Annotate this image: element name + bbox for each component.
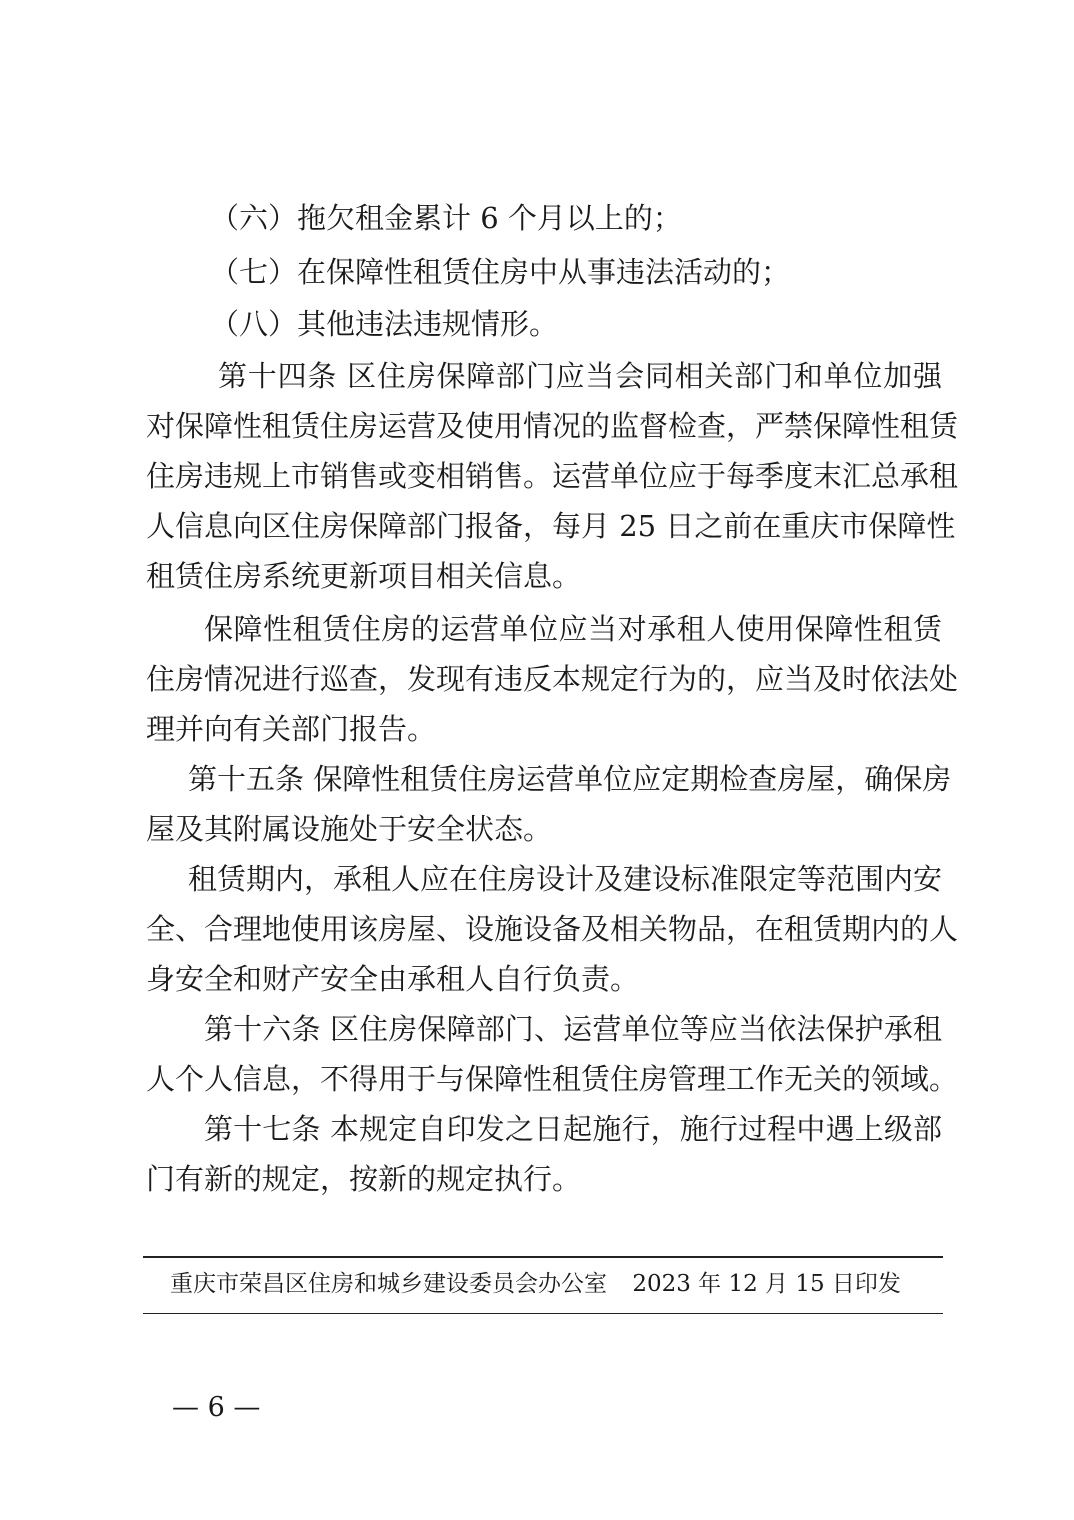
footer-imprint [170, 1262, 932, 1306]
footer-bottom-rule [143, 1313, 943, 1314]
article-16-line-1: 第十六条 区住房保障部门、运营单位等应当依法保护承租 [204, 1012, 942, 1046]
article-17-line-2: 门有新的规定，按新的规定执行。 [146, 1162, 582, 1196]
inspection-paragraph-line-1: 保障性租赁住房的运营单位应当对承租人使用保障性租赁 [204, 612, 942, 646]
footer-issuer: 重庆市荣昌区住房和城乡建设委员会办公室 [170, 1271, 607, 1297]
article-14-line-2: 对保障性租赁住房运营及使用情况的监督检查，严禁保障性租赁 [146, 409, 959, 443]
footer-top-rule [143, 1256, 943, 1258]
page-number: — 6 — [172, 1392, 261, 1423]
inspection-paragraph-line-3: 理并向有关部门报告。 [146, 712, 437, 746]
clause-8-line: （八）其他违法违规情形。 [210, 307, 559, 341]
article-15-line-2: 屋及其附属设施处于安全状态。 [146, 812, 553, 846]
clause-7-line: （七）在保障性租赁住房中从事违法活动的； [210, 255, 791, 289]
article-14-line-5: 租赁住房系统更新项目相关信息。 [146, 559, 582, 593]
article-14-line-3: 住房违规上市销售或变相销售。运营单位应于每季度末汇总承租 [146, 459, 959, 493]
article-14-line-1: 第十四条 区住房保障部门应当会同相关部门和单位加强 [218, 359, 942, 393]
lease-period-line-2: 全、合理地使用该房屋、设施设备及相关物品，在租赁期内的人 [146, 912, 959, 946]
clause-6-line: （六）拖欠租金累计 6 个月以上的； [210, 201, 682, 235]
footer-date: 2023 年 12 月 15 日印发 [632, 1271, 901, 1297]
article-14-line-4: 人信息向区住房保障部门报备，每月 25 日之前在重庆市保障性 [146, 509, 956, 543]
lease-period-line-3: 身安全和财产安全由承租人自行负责。 [146, 962, 640, 996]
article-17-line-1: 第十七条 本规定自印发之日起施行，施行过程中遇上级部 [204, 1112, 942, 1146]
inspection-paragraph-line-2: 住房情况进行巡查，发现有违反本规定行为的，应当及时依法处 [146, 662, 959, 696]
lease-period-line-1: 租赁期内，承租人应在住房设计及建设标准限定等范围内安 [188, 862, 943, 896]
article-15-line-1: 第十五条 保障性租赁住房运营单位应定期检查房屋，确保房 [188, 762, 952, 796]
article-16-line-2: 人个人信息，不得用于与保障性租赁住房管理工作无关的领域。 [146, 1062, 959, 1096]
